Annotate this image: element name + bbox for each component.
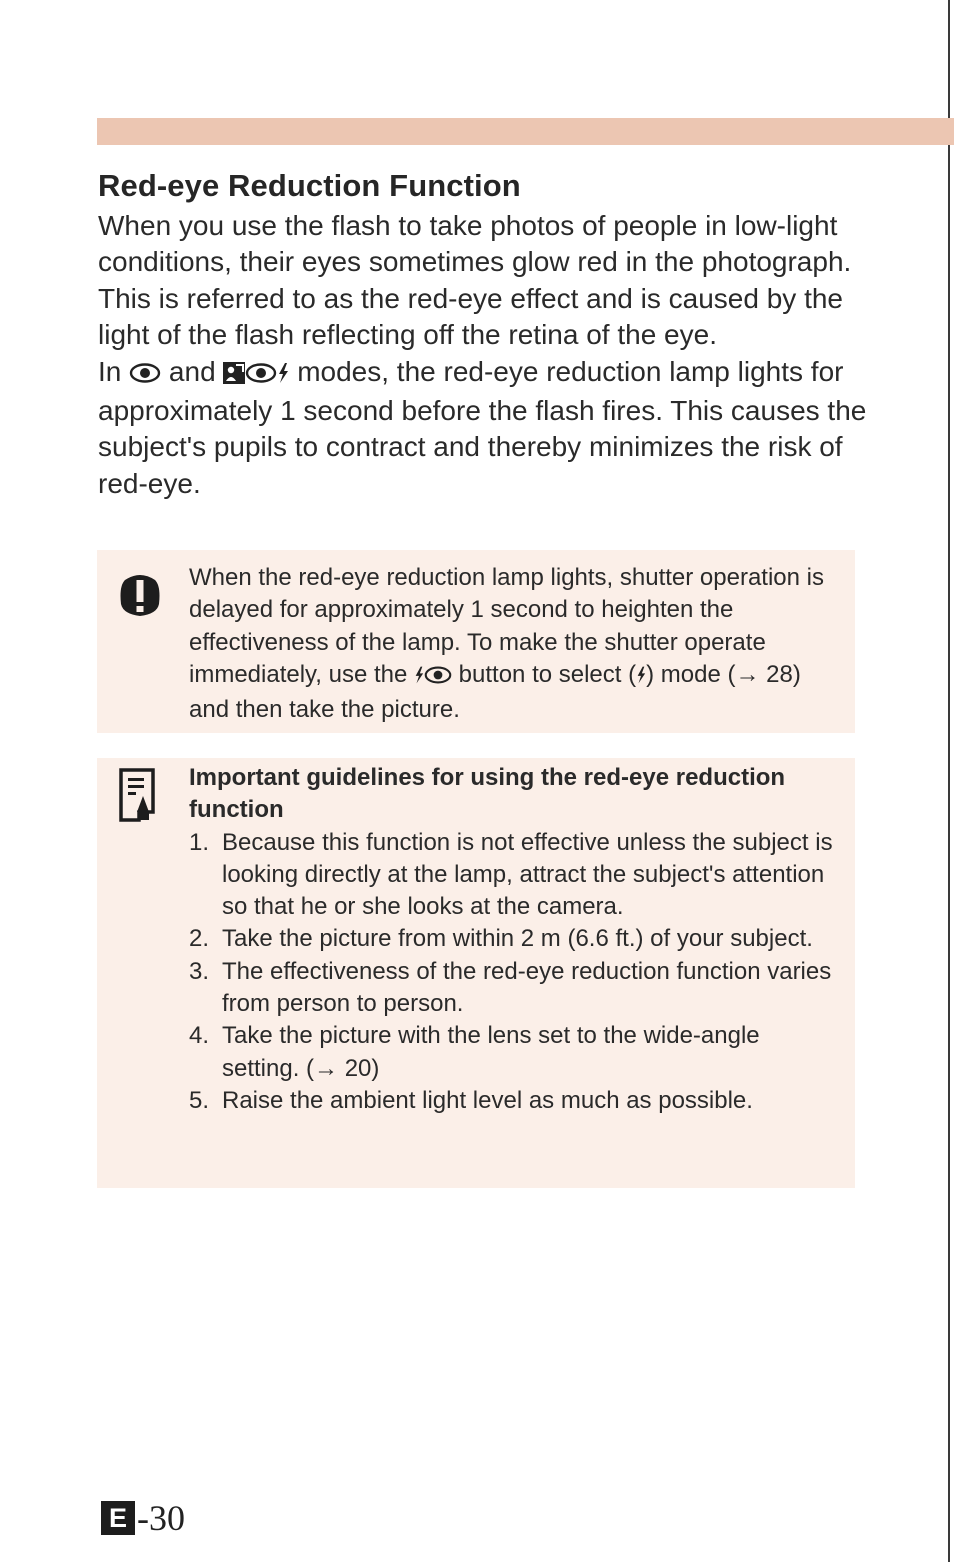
list-item-text: Take the picture from within 2 m (6.6 ft.) of your subject. [222,925,813,953]
intro-and-word: and [168,355,216,387]
list-item-number: 4. [189,1022,210,1050]
caution-icon [117,570,163,625]
memo-icon [117,768,157,827]
list-item-number: 1. [189,828,210,856]
list-item-text: The effectiveness of the red-eye reduction function varies from person to person. [222,957,832,1018]
list-item-number: 3. [189,957,210,985]
list-item-text: Raise the ambient light level as much as possible. [222,1086,753,1114]
guidelines-list [189,827,839,1118]
memo-text [189,762,839,1117]
red-eye-icon [129,357,161,393]
list-item [189,827,839,924]
intro-paragraph-1: When you use the flash to take photos of people in low-light conditions, their eyes sometimes glow red in the photograph. This is referred to as the red-eye effect and is caused by the light of the flash reflecting off the retina of the eye. [98,210,852,351]
portrait-mode-icon [223,357,245,393]
red-eye-icon [245,357,277,393]
list-item [189,1020,839,1085]
caution-text-b: button to select ( [458,660,637,688]
intro-text [98,208,868,502]
list-item [189,923,839,955]
list-item-number: 5. [189,1086,210,1114]
list-item-text: Take the picture with the lens set to the wide-angle setting. (→ 20) [222,1022,760,1082]
caution-note [97,550,855,733]
caution-text [189,562,839,726]
red-eye-icon [424,662,452,694]
section-title: Red-eye Reduction Function [98,168,521,203]
caution-text-a: When the red-eye reduction lamp lights, shutter operation is delayed for approximately 1 second to heighten the effectiveness of the lamp. To make the shutter operate immediately, use the [189,564,825,688]
flash-icon [636,662,646,694]
memo-note [97,758,855,1188]
page-edge [948,0,950,1562]
intro-paragraph-2 [98,354,868,503]
intro-in-word: In [98,355,122,387]
page-number-text: -30 [137,1498,185,1538]
flash-icon [414,662,424,694]
intro-rest: modes, the red-eye reduction lamp lights for approximately 1 second before the flash fires. This causes the subject's pupils to contract and thereby minimizes the risk of red-eye. [98,355,867,499]
memo-title: Important guidelines for using the red-eye reduction function [189,764,786,824]
page-number [101,1498,185,1538]
list-item [189,956,839,1021]
caution-text-c: ) mode (→ 28) and then take the picture. [189,660,801,724]
list-item-number: 2. [189,925,210,953]
language-badge: E [101,1501,135,1535]
header-band [97,118,954,145]
list-item [189,1085,839,1117]
list-item-text: Because this function is not effective unless the subject is looking directly at the lamp, attract the subject's attention so that he or she looks at the camera. [222,828,833,921]
flash-icon [277,357,289,393]
